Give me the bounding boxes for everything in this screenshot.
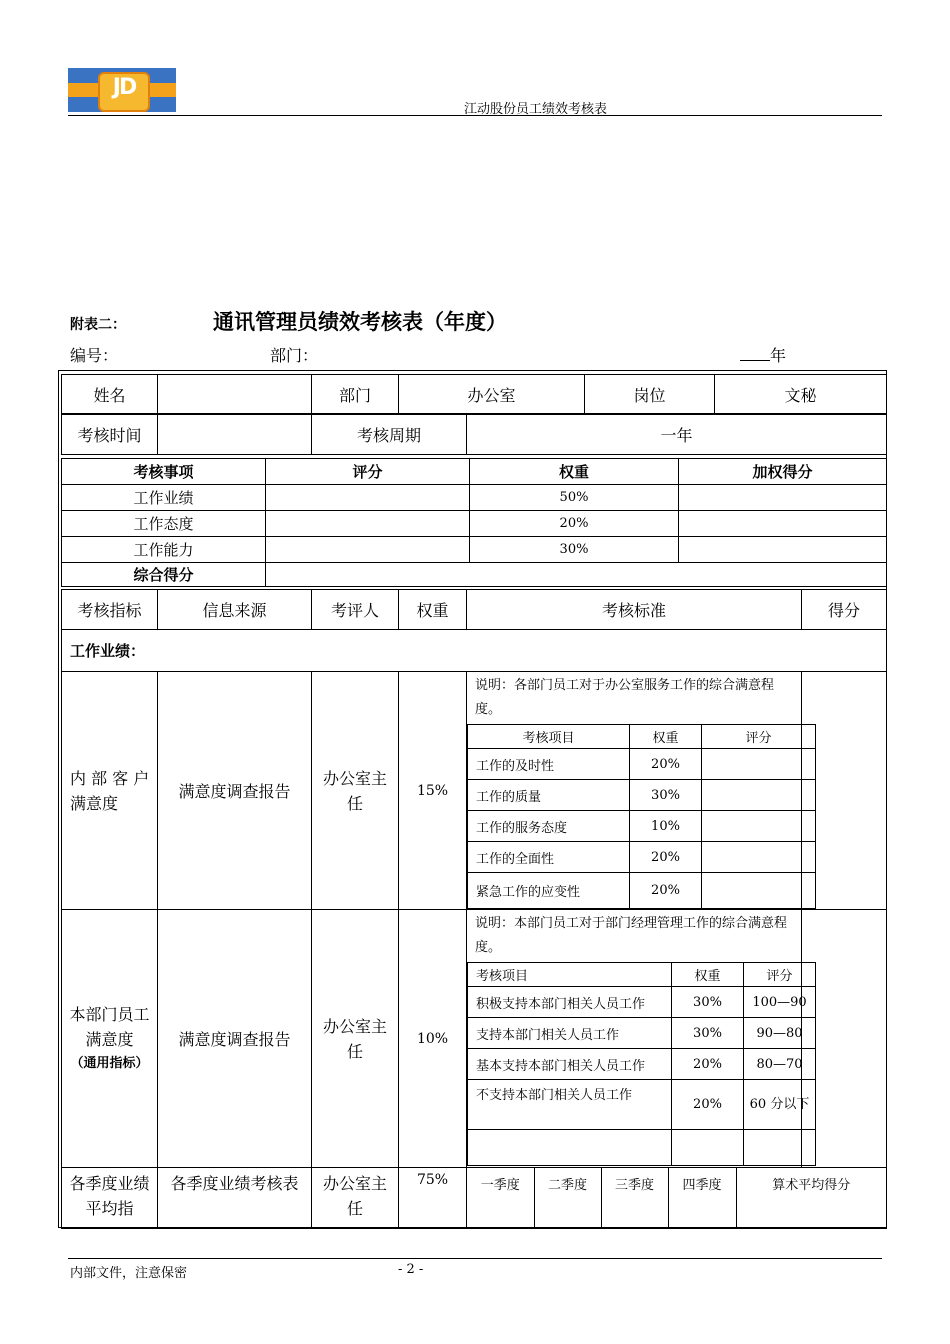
kpi1-standard [467,672,802,910]
detail-header-indicator: 考核指标 [62,590,158,630]
kpi2-sub-score: 60 分以下 [744,1080,816,1130]
quarter-4: 四季度 [668,1168,736,1228]
kpi1-sub-score[interactable] [702,873,816,909]
detail-header-standard: 考核标准 [467,590,802,630]
detail-table [61,589,887,1229]
kpi2-sub-item: 不支持本部门相关人员工作 [468,1080,672,1130]
kpi1-sub-weight: 20% [630,873,702,909]
kpi1-indicator: 内 部 客 户 满意度 [62,672,158,910]
period-row [61,414,887,455]
appendix-caption: 附表二： [70,317,126,333]
kpi1-weight: 15% [399,672,467,910]
logo-text: JD [112,75,136,100]
kpi1-sub-score[interactable] [702,749,816,780]
kpi1-sub-item: 工作的服务态度 [468,811,630,842]
kpi2-indicator-text: 本部门员工满意度 [69,1004,150,1049]
kpi1-sub-score[interactable] [702,842,816,873]
kpi2-sub-item: 支持本部门相关人员工作 [468,1018,672,1049]
summary-weight: 30% [470,537,679,563]
kpi3-indicator: 各季度业绩平均指 [62,1168,158,1229]
department-value: 办公室 [399,375,585,414]
footer-confidential: 内部文件，注意保密 [70,1266,188,1281]
kpi1-sub-item: 紧急工作的应变性 [468,873,630,909]
kpi1-sub-weight: 10% [630,811,702,842]
detail-header-score: 得分 [802,590,887,630]
kpi2-sub-score: 100—90 [744,987,816,1018]
kpi3-source: 各季度业绩考核表 [158,1168,312,1229]
review-time-label: 考核时间 [62,415,158,455]
footer-page-number: - 2 - [398,1262,424,1277]
kpi3-rater: 办公室主任 [312,1168,399,1229]
quarter-3: 三季度 [601,1168,668,1228]
kpi1-sub-weight: 20% [630,749,702,780]
kpi1-sub-weight: 20% [630,842,702,873]
kpi1-rater: 办公室主任 [312,672,399,910]
summary-total-label: 综合得分 [62,563,266,587]
kpi2-description: 说明：本部门员工对于部门经理管理工作的综合满意程度。 [475,916,788,955]
summary-weighted-cell[interactable] [679,537,887,563]
review-period-value: 一年 [467,415,887,455]
kpi2-sub-header-score: 评分 [744,963,816,987]
kpi1-source: 满意度调查报告 [158,672,312,910]
year-field [740,343,786,366]
kpi2-sub-score: 80—70 [744,1049,816,1080]
kpi2-sub-weight: 20% [672,1080,744,1130]
detail-header-weight: 权重 [399,590,467,630]
kpi1-sub-table [467,724,816,909]
kpi2-source: 满意度调查报告 [158,910,312,1168]
kpi2-indicator-note: （通用指标） [70,1055,149,1071]
quarter-2: 二季度 [534,1168,601,1228]
kpi1-sub-header-weight: 权重 [630,725,702,749]
name-value[interactable] [158,375,312,414]
kpi2-sub-item: 积极支持本部门相关人员工作 [468,987,672,1018]
summary-table [61,458,887,587]
kpi3-quarter-table [467,1168,886,1228]
form-title: 通讯管理员绩效考核表（年度） [213,310,507,334]
post-label: 岗位 [585,375,715,414]
kpi2-score[interactable] [802,910,887,1168]
summary-weighted-cell[interactable] [679,511,887,537]
summary-score-cell[interactable] [266,511,470,537]
detail-header-rater: 考评人 [312,590,399,630]
kpi1-sub-item: 工作的质量 [468,780,630,811]
header-rule [68,115,882,116]
kpi3-quarters [467,1168,887,1229]
section-performance: 工作业绩： [62,630,887,672]
kpi2-sub-header-weight: 权重 [672,963,744,987]
kpi2-indicator [62,910,158,1168]
kpi2-sub-weight: 30% [672,1018,744,1049]
kpi1-sub-item: 工作的全面性 [468,842,630,873]
summary-header-weight: 权重 [470,459,679,485]
kpi1-sub-weight: 30% [630,780,702,811]
kpi1-sub-score[interactable] [702,780,816,811]
summary-weighted-cell[interactable] [679,485,887,511]
summary-item: 工作能力 [62,537,266,563]
kpi2-sub-empty[interactable] [672,1130,744,1166]
kpi2-sub-weight: 30% [672,987,744,1018]
kpi1-sub-score[interactable] [702,811,816,842]
dept-label: 部门： [270,346,319,365]
kpi1-sub-header-item: 考核项目 [468,725,630,749]
kpi2-rater: 办公室主任 [312,910,399,1168]
kpi1-sub-item: 工作的及时性 [468,749,630,780]
number-label: 编号： [70,346,119,365]
kpi2-sub-table [467,962,816,1166]
kpi2-standard [467,910,810,1168]
kpi2-sub-weight: 20% [672,1049,744,1080]
kpi1-description: 说明：各部门员工对于办公室服务工作的综合满意程度。 [475,678,775,717]
kpi3-weight: 75% [399,1168,467,1229]
basic-info-row [61,374,887,414]
detail-header-source: 信息来源 [158,590,312,630]
kpi2-weight: 10% [399,910,467,1168]
summary-score-cell[interactable] [266,485,470,511]
kpi2-sub-score: 90—80 [744,1018,816,1049]
summary-header-score: 评分 [266,459,470,485]
summary-header-weighted: 加权得分 [679,459,887,485]
summary-item: 工作业绩 [62,485,266,511]
kpi2-sub-empty[interactable] [468,1130,672,1166]
review-period-label: 考核周期 [312,415,467,455]
year-label: 年 [770,346,787,365]
kpi2-sub-item: 基本支持本部门相关人员工作 [468,1049,672,1080]
summary-header-item: 考核事项 [62,459,266,485]
review-time-value[interactable] [158,415,312,455]
year-blank[interactable] [740,346,770,361]
kpi1-sub-header-score: 评分 [702,725,816,749]
department-label: 部门 [312,375,399,414]
post-value: 文秘 [715,375,887,414]
kpi1-score[interactable] [802,672,887,910]
summary-total-value[interactable] [266,563,887,587]
summary-weight: 50% [470,485,679,511]
header-doc-title: 江动股份员工绩效考核表 [463,102,607,117]
summary-weight: 20% [470,511,679,537]
company-logo [68,68,176,112]
name-label: 姓名 [62,375,158,414]
quarter-1: 一季度 [467,1168,534,1228]
kpi2-sub-header-item: 考核项目 [468,963,672,987]
average-score-label: 算术平均得分 [736,1168,886,1228]
summary-score-cell[interactable] [266,537,470,563]
footer-rule [68,1258,882,1259]
summary-item: 工作态度 [62,511,266,537]
